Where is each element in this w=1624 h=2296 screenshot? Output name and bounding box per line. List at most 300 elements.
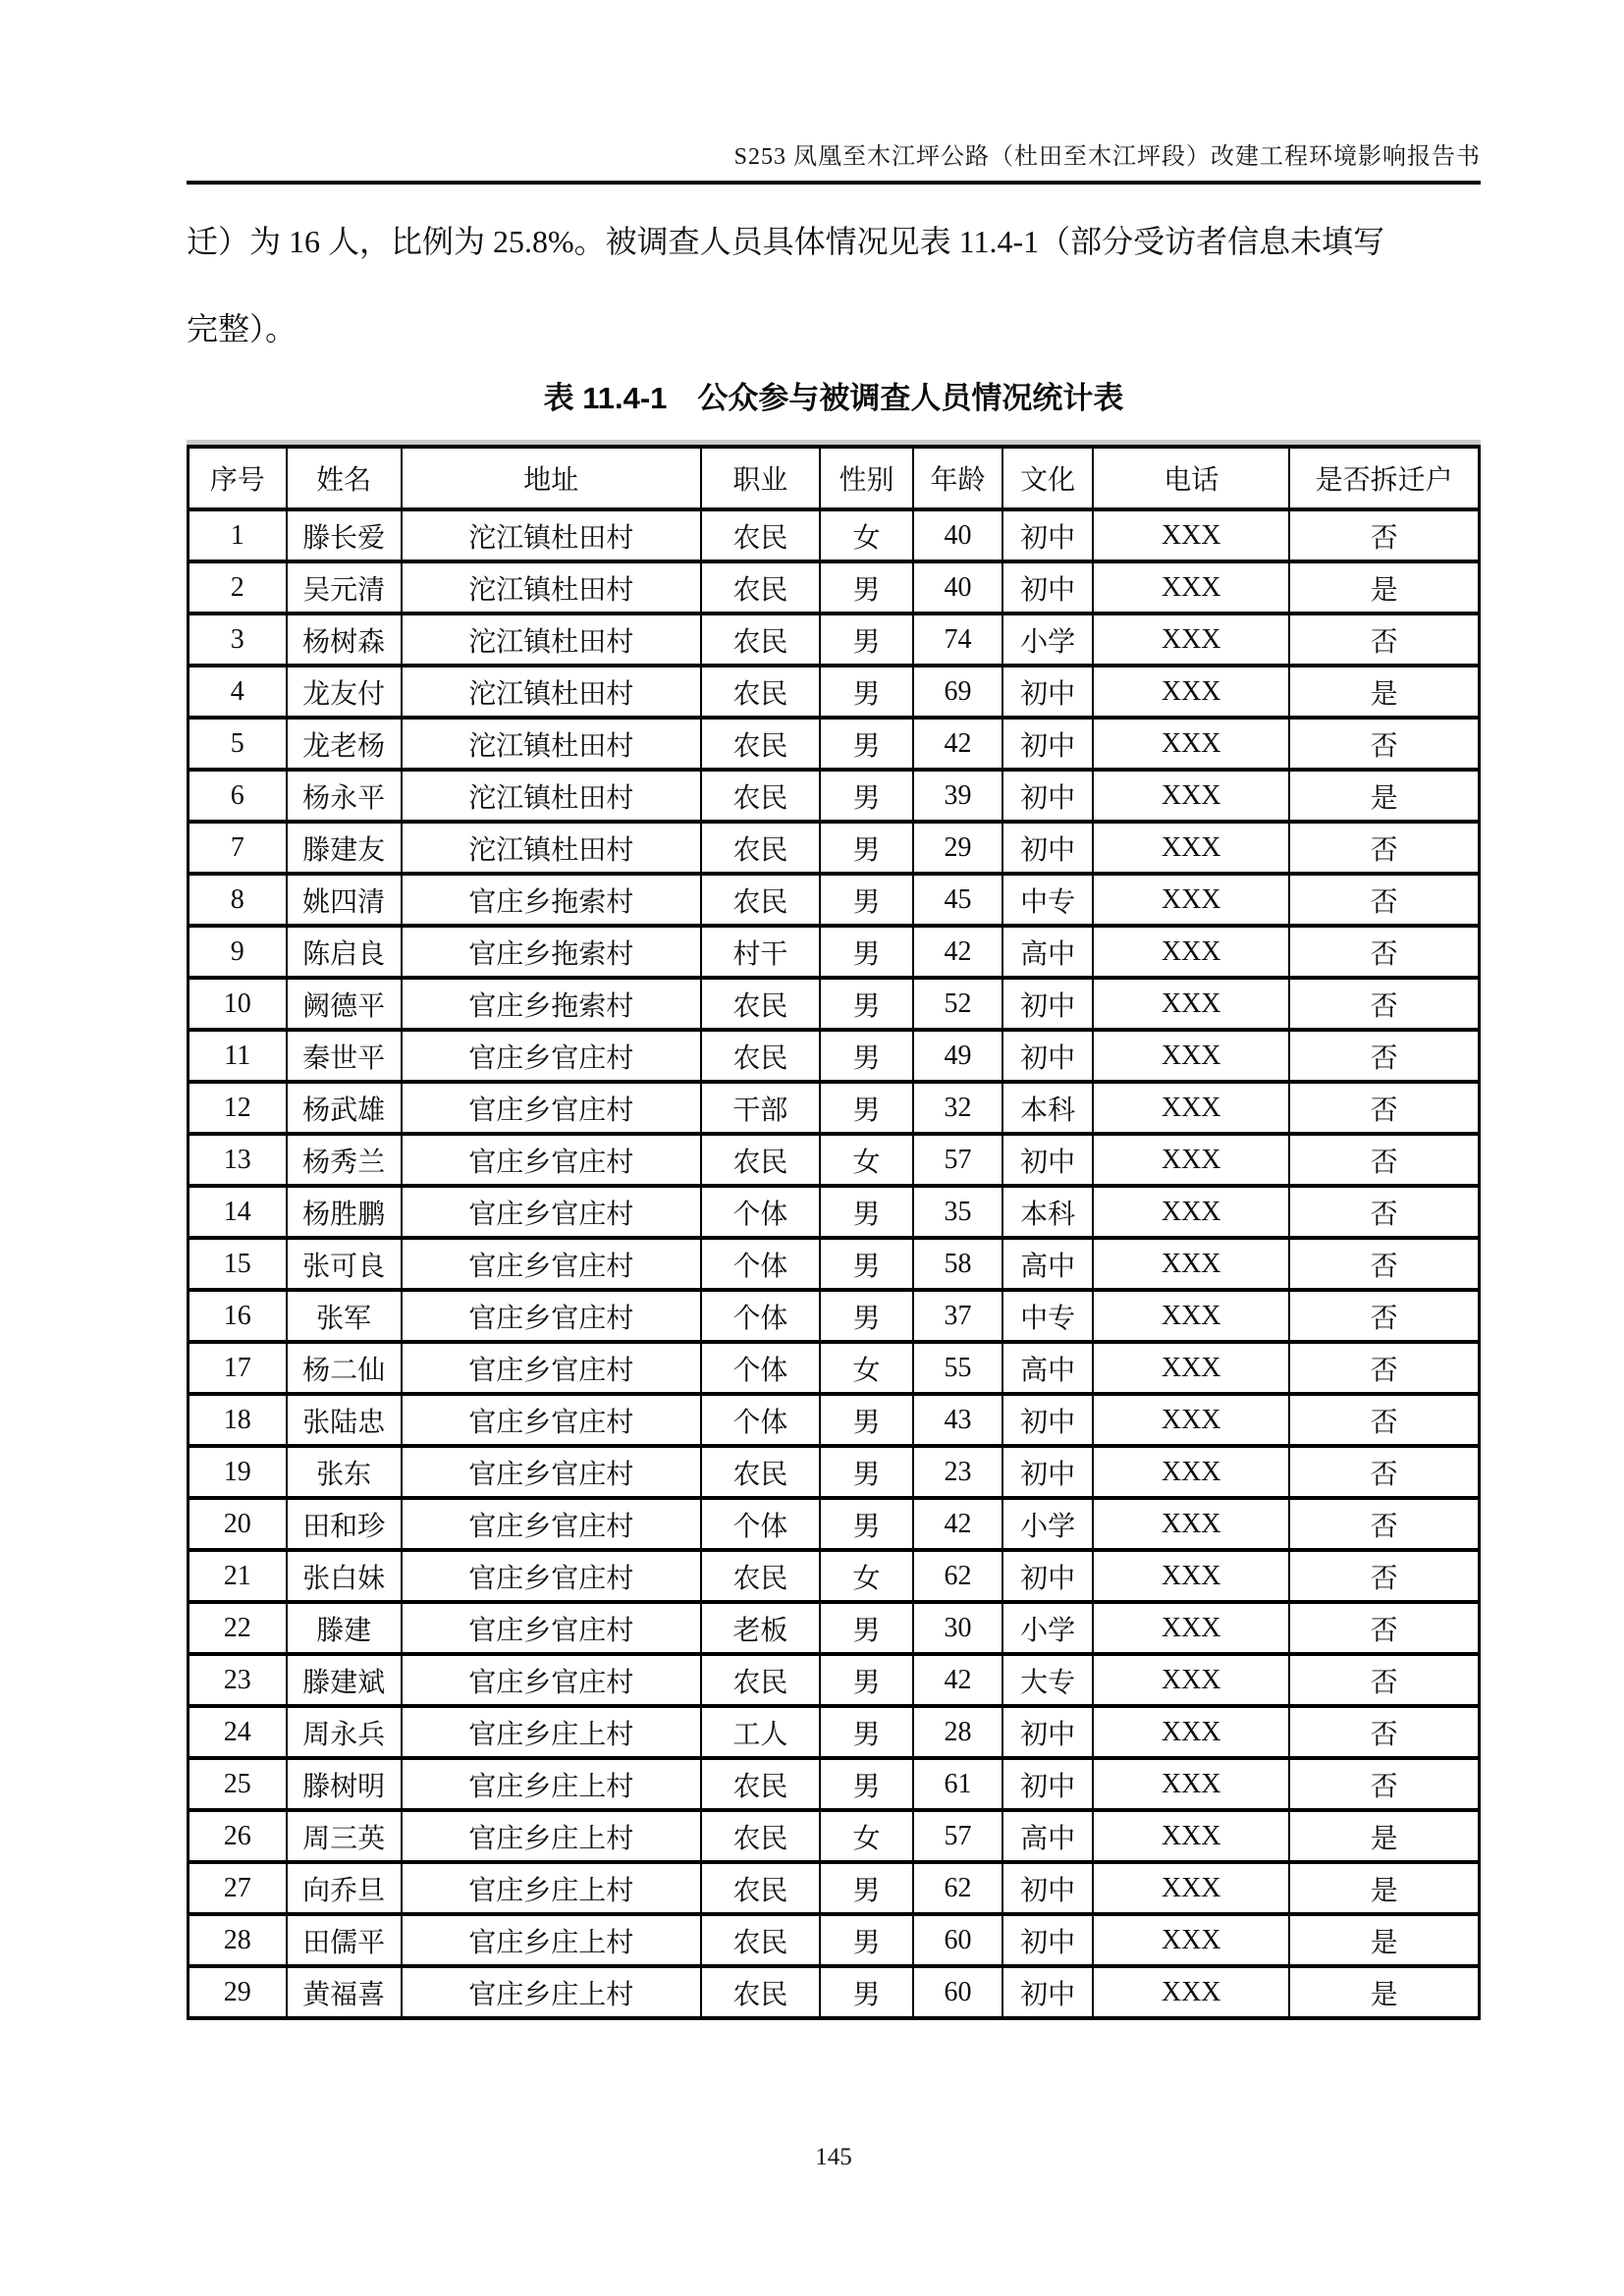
table-cell: 初中 — [1002, 1706, 1093, 1758]
table-cell: 沱江镇杜田村 — [402, 770, 701, 822]
table-cell: 28 — [189, 1914, 287, 1966]
table-cell: 60 — [913, 1966, 1002, 2018]
table-cell: 初中 — [1002, 561, 1093, 614]
column-header-phone: 电话 — [1093, 447, 1289, 509]
table-cell: XXX — [1093, 1186, 1289, 1238]
table-cell: 初中 — [1002, 718, 1093, 770]
table-row — [189, 978, 1480, 1030]
table-cell: 35 — [913, 1186, 1002, 1238]
table-cell: 个体 — [701, 1342, 820, 1394]
table-cell: 沱江镇杜田村 — [402, 614, 701, 666]
table-cell: 22 — [189, 1602, 287, 1654]
table-cell: 30 — [913, 1602, 1002, 1654]
table-cell: 17 — [189, 1342, 287, 1394]
table-cell: 官庄乡庄上村 — [402, 1706, 701, 1758]
table-row — [189, 1862, 1480, 1914]
table-cell: 官庄乡庄上村 — [402, 1862, 701, 1914]
table-cell: 高中 — [1002, 1810, 1093, 1862]
table-cell: 男 — [820, 718, 913, 770]
table-cell: 否 — [1289, 1238, 1479, 1290]
paragraph-line-1: 迁）为 16 人，比例为 25.8%。被调查人员具体情况见表 11.4-1（部分受访者信息未填写 — [187, 223, 1385, 259]
table-cell: 初中 — [1002, 1966, 1093, 2018]
table-cell: 13 — [189, 1134, 287, 1186]
table-cell: XXX — [1093, 1550, 1289, 1602]
column-header-occupation: 职业 — [701, 447, 820, 509]
body-paragraph — [187, 198, 1481, 373]
table-cell: 干部 — [701, 1082, 820, 1134]
table-cell: 沱江镇杜田村 — [402, 509, 701, 561]
table-cell: 官庄乡官庄村 — [402, 1550, 701, 1602]
table-row — [189, 926, 1480, 978]
table-cell: 否 — [1289, 926, 1479, 978]
table-cell: 15 — [189, 1238, 287, 1290]
table-cell: 是 — [1289, 1862, 1479, 1914]
table-row — [189, 1030, 1480, 1082]
table-cell: 初中 — [1002, 1862, 1093, 1914]
table-cell: 农民 — [701, 1914, 820, 1966]
table-cell: 男 — [820, 1654, 913, 1706]
table-cell: 是 — [1289, 770, 1479, 822]
page-number: 145 — [815, 2144, 852, 2170]
table-cell: 1 — [189, 509, 287, 561]
table-cell: XXX — [1093, 1498, 1289, 1550]
table-cell: 26 — [189, 1810, 287, 1862]
column-header-relocation: 是否拆迁户 — [1289, 447, 1479, 509]
table-cell: 小学 — [1002, 614, 1093, 666]
table-cell: 初中 — [1002, 1030, 1093, 1082]
table-cell: 男 — [820, 978, 913, 1030]
table-cell: 8 — [189, 874, 287, 926]
table-cell: 个体 — [701, 1238, 820, 1290]
table-cell: 69 — [913, 666, 1002, 718]
table-cell: 男 — [820, 1186, 913, 1238]
table-cell: 37 — [913, 1290, 1002, 1342]
table-cell: 45 — [913, 874, 1002, 926]
table-cell: XXX — [1093, 718, 1289, 770]
table-row — [189, 1706, 1480, 1758]
table-cell: 农民 — [701, 822, 820, 874]
table-cell: 官庄乡庄上村 — [402, 1966, 701, 2018]
table-cell: 男 — [820, 822, 913, 874]
table-cell: 2 — [189, 561, 287, 614]
table-row — [189, 509, 1480, 561]
table-cell: 否 — [1289, 1134, 1479, 1186]
table-cell: 初中 — [1002, 770, 1093, 822]
table-cell: 小学 — [1002, 1602, 1093, 1654]
table-cell: 23 — [913, 1446, 1002, 1498]
table-cell: 官庄乡庄上村 — [402, 1758, 701, 1810]
table-cell: 否 — [1289, 1082, 1479, 1134]
table-cell: 杨二仙 — [287, 1342, 402, 1394]
table-cell: 女 — [820, 1134, 913, 1186]
table-cell: 杨胜鹏 — [287, 1186, 402, 1238]
table-cell: 农民 — [701, 1030, 820, 1082]
table-cell: 男 — [820, 1914, 913, 1966]
table-cell: XXX — [1093, 1394, 1289, 1446]
table-cell: XXX — [1093, 1758, 1289, 1810]
table-cell: 张可良 — [287, 1238, 402, 1290]
table-cell: 龙友付 — [287, 666, 402, 718]
table-cell: XXX — [1093, 1290, 1289, 1342]
table-cell: 29 — [189, 1966, 287, 2018]
table-cell: 男 — [820, 1758, 913, 1810]
table-cell: 农民 — [701, 718, 820, 770]
table-row — [189, 1810, 1480, 1862]
table-cell: 男 — [820, 666, 913, 718]
table-cell: 60 — [913, 1914, 1002, 1966]
table-cell: 官庄乡官庄村 — [402, 1238, 701, 1290]
table-cell: XXX — [1093, 1914, 1289, 1966]
column-header-index: 序号 — [189, 447, 287, 509]
table-cell: 男 — [820, 561, 913, 614]
table-cell: XXX — [1093, 926, 1289, 978]
table-cell: 否 — [1289, 1030, 1479, 1082]
table-cell: 6 — [189, 770, 287, 822]
table-row — [189, 1914, 1480, 1966]
table-cell: 42 — [913, 926, 1002, 978]
table-cell: 初中 — [1002, 978, 1093, 1030]
table-cell: 男 — [820, 1862, 913, 1914]
table-cell: 本科 — [1002, 1186, 1093, 1238]
table-cell: 否 — [1289, 1758, 1479, 1810]
table-cell: 高中 — [1002, 1238, 1093, 1290]
table-cell: 12 — [189, 1082, 287, 1134]
table-cell: 24 — [189, 1706, 287, 1758]
table-cell: 是 — [1289, 1966, 1479, 2018]
table-cell: 陈启良 — [287, 926, 402, 978]
table-cell: 官庄乡官庄村 — [402, 1342, 701, 1394]
table-cell: 杨秀兰 — [287, 1134, 402, 1186]
table-row — [189, 1966, 1480, 2018]
table-cell: 是 — [1289, 666, 1479, 718]
column-header-gender: 性别 — [820, 447, 913, 509]
table-row — [189, 822, 1480, 874]
table-row — [189, 1238, 1480, 1290]
table-cell: 否 — [1289, 978, 1479, 1030]
table-cell: 4 — [189, 666, 287, 718]
table-cell: 男 — [820, 926, 913, 978]
table-cell: 42 — [913, 1498, 1002, 1550]
table-cell: 40 — [913, 509, 1002, 561]
table-cell: 74 — [913, 614, 1002, 666]
table-cell: 大专 — [1002, 1654, 1093, 1706]
table-cell: 农民 — [701, 1758, 820, 1810]
table-cell: 官庄乡拖索村 — [402, 874, 701, 926]
table-cell: 男 — [820, 1602, 913, 1654]
table-cell: 52 — [913, 978, 1002, 1030]
table-cell: 初中 — [1002, 1758, 1093, 1810]
table-cell: 黄福喜 — [287, 1966, 402, 2018]
column-header-address: 地址 — [402, 447, 701, 509]
table-cell: 张陆忠 — [287, 1394, 402, 1446]
table-cell: 张东 — [287, 1446, 402, 1498]
table-cell: 否 — [1289, 718, 1479, 770]
table-cell: 官庄乡官庄村 — [402, 1446, 701, 1498]
table-cell: 9 — [189, 926, 287, 978]
table-cell: XXX — [1093, 561, 1289, 614]
table-cell: 男 — [820, 1238, 913, 1290]
table-cell: 老板 — [701, 1602, 820, 1654]
table-cell: 周永兵 — [287, 1706, 402, 1758]
table-cell: 初中 — [1002, 666, 1093, 718]
table-cell: 女 — [820, 1342, 913, 1394]
table-cell: 否 — [1289, 1602, 1479, 1654]
table-cell: 个体 — [701, 1498, 820, 1550]
table-cell: 男 — [820, 1394, 913, 1446]
table-cell: 男 — [820, 1446, 913, 1498]
table-cell: 否 — [1289, 1186, 1479, 1238]
table-cell: 62 — [913, 1550, 1002, 1602]
table-cell: 女 — [820, 1810, 913, 1862]
table-cell: 初中 — [1002, 1914, 1093, 1966]
table-cell: 农民 — [701, 1654, 820, 1706]
table-cell: XXX — [1093, 666, 1289, 718]
table-cell: 农民 — [701, 1550, 820, 1602]
table-cell: XXX — [1093, 614, 1289, 666]
table-cell: 官庄乡官庄村 — [402, 1498, 701, 1550]
table-cell: 官庄乡拖索村 — [402, 926, 701, 978]
table-cell: 否 — [1289, 1342, 1479, 1394]
table-cell: 农民 — [701, 1446, 820, 1498]
table-cell: 工人 — [701, 1706, 820, 1758]
table-row — [189, 1290, 1480, 1342]
column-header-education: 文化 — [1002, 447, 1093, 509]
table-cell: 官庄乡官庄村 — [402, 1394, 701, 1446]
table-cell: 否 — [1289, 822, 1479, 874]
table-cell: 27 — [189, 1862, 287, 1914]
table-cell: 官庄乡官庄村 — [402, 1654, 701, 1706]
table-row — [189, 614, 1480, 666]
table-cell: 32 — [913, 1082, 1002, 1134]
report-header: S253 凤凰至木江坪公路（杜田至木江坪段）改建工程环境影响报告书 — [733, 144, 1481, 170]
table-cell: 39 — [913, 770, 1002, 822]
table-cell: 62 — [913, 1862, 1002, 1914]
page-content — [187, 143, 1481, 2020]
table-cell: 14 — [189, 1186, 287, 1238]
table-cell: 张军 — [287, 1290, 402, 1342]
table-row — [189, 874, 1480, 926]
table-cell: 农民 — [701, 770, 820, 822]
table-cell: 否 — [1289, 1290, 1479, 1342]
table-cell: 农民 — [701, 1810, 820, 1862]
table-row — [189, 1186, 1480, 1238]
table-cell: 49 — [913, 1030, 1002, 1082]
table-cell: 官庄乡官庄村 — [402, 1082, 701, 1134]
table-cell: 57 — [913, 1810, 1002, 1862]
table-cell: 村干 — [701, 926, 820, 978]
table-cell: 否 — [1289, 1550, 1479, 1602]
table-cell: 沱江镇杜田村 — [402, 718, 701, 770]
table-cell: 16 — [189, 1290, 287, 1342]
table-cell: 官庄乡庄上村 — [402, 1914, 701, 1966]
table-cell: 初中 — [1002, 1446, 1093, 1498]
table-cell: 官庄乡官庄村 — [402, 1186, 701, 1238]
table-cell: XXX — [1093, 874, 1289, 926]
table-cell: 沱江镇杜田村 — [402, 666, 701, 718]
table-cell: XXX — [1093, 1134, 1289, 1186]
table-cell: 否 — [1289, 1498, 1479, 1550]
table-cell: 28 — [913, 1706, 1002, 1758]
table-cell: 初中 — [1002, 822, 1093, 874]
table-cell: XXX — [1093, 1238, 1289, 1290]
survey-table — [187, 445, 1481, 2020]
table-cell: 滕建友 — [287, 822, 402, 874]
table-cell: XXX — [1093, 1966, 1289, 2018]
table-cell: 否 — [1289, 614, 1479, 666]
table-cell: 否 — [1289, 1394, 1479, 1446]
table-cell: 龙老杨 — [287, 718, 402, 770]
table-cell: 是 — [1289, 1810, 1479, 1862]
table-row — [189, 1394, 1480, 1446]
table-cell: 否 — [1289, 1654, 1479, 1706]
table-cell: 官庄乡官庄村 — [402, 1030, 701, 1082]
table-cell: 本科 — [1002, 1082, 1093, 1134]
table-cell: 是 — [1289, 1914, 1479, 1966]
table-cell: 姚四清 — [287, 874, 402, 926]
table-cell: 沱江镇杜田村 — [402, 561, 701, 614]
table-cell: 农民 — [701, 666, 820, 718]
table-cell: 55 — [913, 1342, 1002, 1394]
table-cell: XXX — [1093, 1342, 1289, 1394]
table-cell: XXX — [1093, 1706, 1289, 1758]
table-cell: 农民 — [701, 874, 820, 926]
table-cell: 滕长爱 — [287, 509, 402, 561]
table-cell: 女 — [820, 1550, 913, 1602]
table-cell: 29 — [913, 822, 1002, 874]
table-cell: 初中 — [1002, 509, 1093, 561]
table-cell: 周三英 — [287, 1810, 402, 1862]
table-cell: 初中 — [1002, 1134, 1093, 1186]
table-row — [189, 1602, 1480, 1654]
table-cell: 阙德平 — [287, 978, 402, 1030]
table-row — [189, 770, 1480, 822]
table-cell: 农民 — [701, 978, 820, 1030]
table-cell: 官庄乡官庄村 — [402, 1290, 701, 1342]
table-row — [189, 666, 1480, 718]
table-cell: 秦世平 — [287, 1030, 402, 1082]
table-cell: 18 — [189, 1394, 287, 1446]
table-cell: 男 — [820, 1966, 913, 2018]
table-row — [189, 1134, 1480, 1186]
table-title: 表 11.4-1 公众参与被调查人员情况统计表 — [543, 380, 1124, 415]
table-cell: 43 — [913, 1394, 1002, 1446]
table-cell: 沱江镇杜田村 — [402, 822, 701, 874]
table-cell: 高中 — [1002, 926, 1093, 978]
table-cell: XXX — [1093, 978, 1289, 1030]
table-cell: XXX — [1093, 1654, 1289, 1706]
table-cell: 田和珍 — [287, 1498, 402, 1550]
table-cell: 吴元清 — [287, 561, 402, 614]
table-cell: 滕树明 — [287, 1758, 402, 1810]
table-cell: 滕建斌 — [287, 1654, 402, 1706]
table-cell: 小学 — [1002, 1498, 1093, 1550]
table-row — [189, 1082, 1480, 1134]
table-cell: 否 — [1289, 509, 1479, 561]
table-cell: 20 — [189, 1498, 287, 1550]
table-cell: XXX — [1093, 1810, 1289, 1862]
table-cell: 农民 — [701, 614, 820, 666]
table-cell: 中专 — [1002, 1290, 1093, 1342]
table-cell: XXX — [1093, 822, 1289, 874]
table-cell: XXX — [1093, 1082, 1289, 1134]
table-row — [189, 1446, 1480, 1498]
table-cell: 5 — [189, 718, 287, 770]
table-cell: 高中 — [1002, 1342, 1093, 1394]
table-cell: 男 — [820, 874, 913, 926]
table-cell: 7 — [189, 822, 287, 874]
table-cell: 张白妹 — [287, 1550, 402, 1602]
table-cell: 42 — [913, 1654, 1002, 1706]
table-cell: 个体 — [701, 1394, 820, 1446]
table-cell: 男 — [820, 1498, 913, 1550]
table-cell: 个体 — [701, 1290, 820, 1342]
table-cell: 滕建 — [287, 1602, 402, 1654]
table-cell: 11 — [189, 1030, 287, 1082]
table-cell: 杨武雄 — [287, 1082, 402, 1134]
table-cell: 杨永平 — [287, 770, 402, 822]
table-cell: 男 — [820, 614, 913, 666]
table-cell: 25 — [189, 1758, 287, 1810]
table-cell: 40 — [913, 561, 1002, 614]
table-row — [189, 1550, 1480, 1602]
table-cell: 否 — [1289, 1706, 1479, 1758]
table-cell: 个体 — [701, 1186, 820, 1238]
table-cell: 农民 — [701, 561, 820, 614]
table-cell: 农民 — [701, 1966, 820, 2018]
table-cell: 42 — [913, 718, 1002, 770]
table-row — [189, 1498, 1480, 1550]
table-cell: 官庄乡官庄村 — [402, 1602, 701, 1654]
table-cell: 农民 — [701, 1134, 820, 1186]
table-cell: 向乔旦 — [287, 1862, 402, 1914]
table-cell: 女 — [820, 509, 913, 561]
table-cell: 57 — [913, 1134, 1002, 1186]
table-cell: XXX — [1093, 1030, 1289, 1082]
table-cell: 19 — [189, 1446, 287, 1498]
table-cell: 男 — [820, 1706, 913, 1758]
table-cell: XXX — [1093, 509, 1289, 561]
table-cell: 初中 — [1002, 1550, 1093, 1602]
column-header-age: 年龄 — [913, 447, 1002, 509]
table-cell: XXX — [1093, 1602, 1289, 1654]
table-cell: 杨树森 — [287, 614, 402, 666]
table-cell: 男 — [820, 1082, 913, 1134]
table-cell: 否 — [1289, 1446, 1479, 1498]
table-cell: 男 — [820, 1290, 913, 1342]
table-cell: 官庄乡官庄村 — [402, 1134, 701, 1186]
table-cell: 否 — [1289, 874, 1479, 926]
table-cell: XXX — [1093, 1862, 1289, 1914]
paragraph-line-2: 完整）。 — [187, 310, 298, 347]
table-cell: 男 — [820, 1030, 913, 1082]
table-row — [189, 1342, 1480, 1394]
column-header-name: 姓名 — [287, 447, 402, 509]
table-cell: 21 — [189, 1550, 287, 1602]
table-cell: XXX — [1093, 770, 1289, 822]
table-cell: 23 — [189, 1654, 287, 1706]
table-cell: 田儒平 — [287, 1914, 402, 1966]
table-row — [189, 561, 1480, 614]
table-row — [189, 1654, 1480, 1706]
table-cell: 61 — [913, 1758, 1002, 1810]
survey-table-body — [189, 509, 1480, 2018]
table-row — [189, 1758, 1480, 1810]
table-header-row — [189, 447, 1480, 509]
table-cell: 3 — [189, 614, 287, 666]
table-cell: 初中 — [1002, 1394, 1093, 1446]
table-cell: 农民 — [701, 509, 820, 561]
header-rule — [187, 181, 1481, 185]
